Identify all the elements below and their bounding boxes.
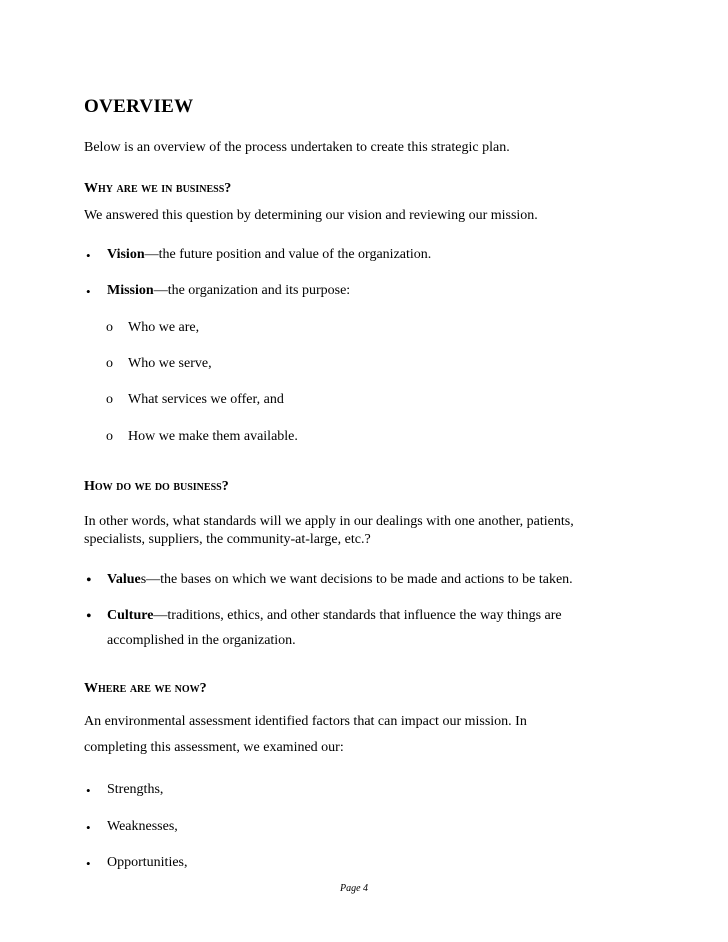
- values-description: s—the bases on which we want decisions to be made and actions to be taken.: [140, 572, 573, 587]
- list-item-opportunities: Opportunities,: [107, 855, 188, 870]
- culture-description: —traditions, ethics, and other standards that influence the way things are: [153, 608, 562, 623]
- section3-intro-line-1: An environmental assessment identified factors that can impact our mission. In: [84, 714, 527, 729]
- term-culture: Culture: [107, 608, 154, 623]
- list-item-strengths: Strengths,: [107, 782, 164, 797]
- mission-description: —the organization and its purpose:: [153, 283, 351, 298]
- bullet-icon: •: [86, 284, 91, 299]
- sub-list-item: Who we are,: [128, 320, 200, 335]
- page-title: OVERVIEW: [84, 96, 194, 117]
- bullet-icon: •: [86, 248, 91, 263]
- bullet-icon: •: [86, 820, 91, 835]
- sub-bullet-icon: o: [106, 392, 113, 407]
- section3-intro-line-2: completing this assessment, we examined our:: [84, 740, 344, 755]
- sub-list-item: What services we offer, and: [128, 392, 284, 407]
- section2-intro-line-2: specialists, suppliers, the community-at-large, etc.?: [84, 532, 371, 547]
- bullet-icon: •: [86, 783, 91, 798]
- section-heading-why: Why are we in business?: [84, 181, 232, 196]
- section2-intro-line-1: In other words, what standards will we apply in our dealings with one another, patients,: [84, 514, 574, 529]
- vision-description: —the future position and value of the organization.: [144, 247, 432, 262]
- section-heading-where: Where are we now?: [84, 681, 207, 696]
- term-vision: Vision: [107, 247, 145, 262]
- sub-bullet-icon: o: [106, 429, 113, 444]
- list-item-mission: [107, 282, 350, 300]
- page-number: Page 4: [340, 883, 369, 894]
- list-item-vision: [107, 246, 431, 264]
- bullet-icon: •: [86, 572, 92, 589]
- section-heading-how: How do we do business?: [84, 479, 229, 494]
- list-item-values: [107, 571, 573, 589]
- list-item-weaknesses: Weaknesses,: [107, 819, 178, 834]
- overview-intro: Below is an overview of the process undertaken to create this strategic plan.: [84, 140, 510, 155]
- term-mission: Mission: [107, 283, 154, 298]
- section1-intro: We answered this question by determining our vision and reviewing our mission.: [84, 208, 538, 223]
- list-item-culture: [107, 607, 562, 625]
- sub-bullet-icon: o: [106, 320, 113, 335]
- term-values: Value: [107, 572, 141, 587]
- sub-list-item: Who we serve,: [128, 356, 212, 371]
- bullet-icon: •: [86, 856, 91, 871]
- sub-list-item: How we make them available.: [128, 429, 298, 444]
- culture-continuation: accomplished in the organization.: [107, 633, 296, 648]
- bullet-icon: •: [86, 608, 92, 625]
- sub-bullet-icon: o: [106, 356, 113, 371]
